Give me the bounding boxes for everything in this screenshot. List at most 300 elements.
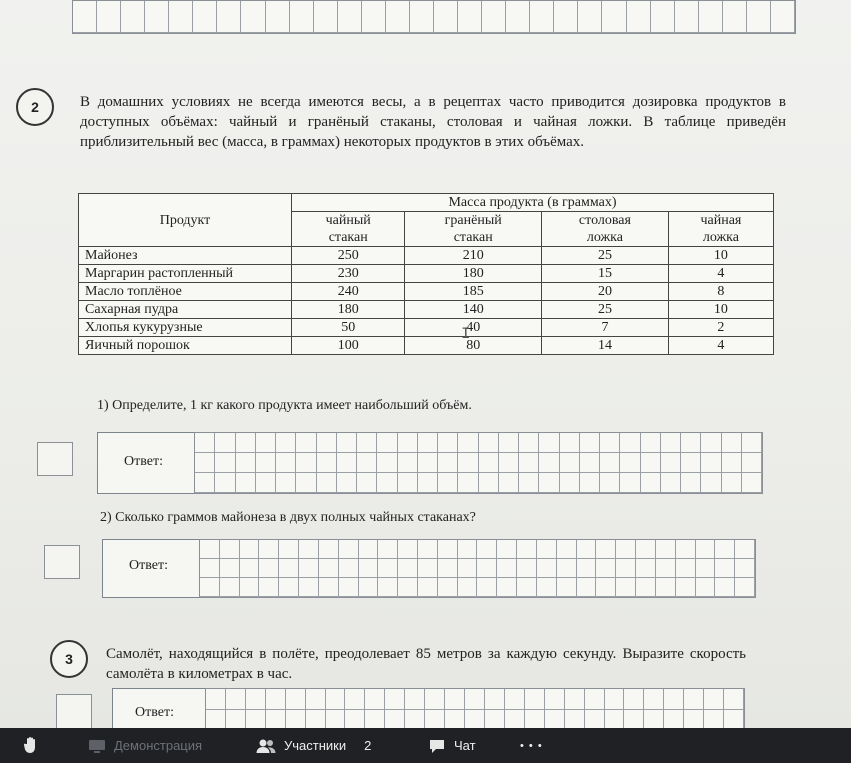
grid-cell[interactable] xyxy=(357,453,377,473)
grid-cell[interactable] xyxy=(565,710,585,731)
grid-cell[interactable] xyxy=(477,578,497,597)
grid-cell[interactable] xyxy=(206,710,226,731)
grid-cell[interactable] xyxy=(319,578,339,597)
grid-cell[interactable] xyxy=(256,433,276,453)
grid-cell[interactable] xyxy=(377,453,397,473)
grid-cell[interactable] xyxy=(438,559,458,578)
subheader-3 xyxy=(668,212,773,247)
grid-cell[interactable] xyxy=(715,540,735,559)
table-row xyxy=(79,247,774,265)
grid-cell[interactable] xyxy=(620,433,640,453)
grid-cell[interactable] xyxy=(365,689,385,710)
grid-cell[interactable] xyxy=(517,578,537,597)
more-options-button[interactable] xyxy=(520,728,543,763)
grid-cell[interactable] xyxy=(519,453,539,473)
grid-cell[interactable] xyxy=(398,433,418,453)
grid-cell[interactable] xyxy=(742,433,762,453)
grid-cell[interactable] xyxy=(259,540,279,559)
grid-cell[interactable] xyxy=(735,540,755,559)
grid-cell[interactable] xyxy=(385,710,405,731)
grid-cell[interactable] xyxy=(506,1,530,33)
grid-cell[interactable] xyxy=(236,433,256,453)
grid-cell[interactable] xyxy=(220,559,240,578)
grid-cell[interactable] xyxy=(405,689,425,710)
grid-cell[interactable] xyxy=(605,689,625,710)
grid-cell[interactable] xyxy=(735,578,755,597)
grid-cell[interactable] xyxy=(195,453,215,473)
task-number-3: 3 xyxy=(50,640,88,678)
grid-cell[interactable] xyxy=(742,453,762,473)
grid-cell[interactable] xyxy=(215,473,235,493)
answer-grid-3[interactable] xyxy=(205,688,745,731)
grid-cell[interactable] xyxy=(317,453,337,473)
grid-cell[interactable] xyxy=(577,559,597,578)
grid-cell[interactable] xyxy=(398,453,418,473)
grid-cell[interactable] xyxy=(377,473,397,493)
grid-cell[interactable] xyxy=(565,689,585,710)
mass-value: 240 xyxy=(292,283,405,301)
grid-cell[interactable] xyxy=(644,689,664,710)
grid-cell[interactable] xyxy=(485,689,505,710)
grid-cell[interactable] xyxy=(696,578,716,597)
grid-cell[interactable] xyxy=(537,559,557,578)
grid-cell[interactable] xyxy=(747,1,771,33)
grid-cell[interactable] xyxy=(585,689,605,710)
grid-cell[interactable] xyxy=(438,433,458,453)
grid-cell[interactable] xyxy=(193,1,217,33)
grid-cell[interactable] xyxy=(722,473,742,493)
grid-cell[interactable] xyxy=(314,1,338,33)
grid-cell[interactable] xyxy=(465,689,485,710)
subheader-2 xyxy=(542,212,669,247)
grid-cell[interactable] xyxy=(580,453,600,473)
grid-cell[interactable] xyxy=(445,710,465,731)
grid-cell[interactable] xyxy=(240,559,260,578)
grid-cell[interactable] xyxy=(458,559,478,578)
answer-label: Ответ: xyxy=(129,558,168,573)
grid-cell[interactable] xyxy=(701,433,721,453)
grid-cell[interactable] xyxy=(627,1,651,33)
grid-cell[interactable] xyxy=(286,710,306,731)
grid-cell[interactable] xyxy=(661,473,681,493)
grid-cell[interactable] xyxy=(477,559,497,578)
grid-cell[interactable] xyxy=(479,473,499,493)
grid-cell[interactable] xyxy=(345,689,365,710)
subheader-line: столовая xyxy=(578,213,631,228)
subheader-line: чайный xyxy=(325,213,371,228)
grid-cell[interactable] xyxy=(724,710,744,731)
grid-cell[interactable] xyxy=(73,1,97,33)
participants-button[interactable] xyxy=(256,728,371,763)
header-mass-group: Масса продукта (в граммах) xyxy=(292,194,774,212)
grid-cell[interactable] xyxy=(715,559,735,578)
grid-cell[interactable] xyxy=(505,710,525,731)
grid-cell[interactable] xyxy=(636,578,656,597)
grid-cell[interactable] xyxy=(656,540,676,559)
grid-cell[interactable] xyxy=(339,540,359,559)
grid-cell[interactable] xyxy=(217,1,241,33)
grid-cell[interactable] xyxy=(226,689,246,710)
grid-cell[interactable] xyxy=(676,540,696,559)
grid-cell[interactable] xyxy=(596,578,616,597)
grid-cell[interactable] xyxy=(438,473,458,493)
grid-cell[interactable] xyxy=(499,473,519,493)
grid-cell[interactable] xyxy=(345,710,365,731)
grid-cell[interactable] xyxy=(701,473,721,493)
grid-cell[interactable] xyxy=(722,453,742,473)
grid-cell[interactable] xyxy=(256,453,276,473)
grid-cell[interactable] xyxy=(545,710,565,731)
grid-cell[interactable] xyxy=(580,473,600,493)
task2-paragraph: В домашних условиях не всегда имеются весы, а в рецептах часто приводится дозировка продуктов в доступных объёмах: чайный и гранёный стаканы, столовая и чайная ложки. В таблице приведён приблизительный вес (масса, в граммах) некоторых продуктов в этих объёмах. xyxy=(80,94,786,150)
grid-cell[interactable] xyxy=(482,1,506,33)
grid-cell[interactable] xyxy=(585,710,605,731)
grid-cell[interactable] xyxy=(169,1,193,33)
grid-cell[interactable] xyxy=(722,433,742,453)
answer-box-1[interactable] xyxy=(97,432,762,494)
header-product: Продукт xyxy=(79,194,292,247)
grid-cell[interactable] xyxy=(605,710,625,731)
grid-cell[interactable] xyxy=(286,689,306,710)
grid-cell[interactable] xyxy=(519,473,539,493)
top-answer-grid xyxy=(72,0,796,34)
grid-cell[interactable] xyxy=(701,453,721,473)
grid-cell[interactable] xyxy=(256,473,276,493)
mass-value: 40 xyxy=(405,319,542,337)
grid-cell[interactable] xyxy=(742,473,762,493)
mass-value: 180 xyxy=(405,265,542,283)
grid-cell[interactable] xyxy=(215,433,235,453)
screen-share-label: Демонстрация xyxy=(114,738,203,753)
grid-cell[interactable] xyxy=(200,559,220,578)
mass-value: 80 xyxy=(405,337,542,355)
grid-cell[interactable] xyxy=(458,473,478,493)
grid-cell[interactable] xyxy=(479,433,499,453)
answer-box-3[interactable] xyxy=(112,688,744,730)
grid-cell[interactable] xyxy=(616,559,636,578)
people-icon xyxy=(256,738,276,754)
grid-cell[interactable] xyxy=(200,540,220,559)
grid-cell[interactable] xyxy=(771,1,795,33)
grid-cell[interactable] xyxy=(641,453,661,473)
grid-cell[interactable] xyxy=(517,559,537,578)
grid-cell[interactable] xyxy=(477,540,497,559)
grid-cell[interactable] xyxy=(681,453,701,473)
grid-cell[interactable] xyxy=(410,1,434,33)
screen-share-button[interactable] xyxy=(88,728,202,763)
grid-cell[interactable] xyxy=(458,578,478,597)
grid-cell[interactable] xyxy=(326,710,346,731)
grid-cell[interactable] xyxy=(200,578,220,597)
grid-cell[interactable] xyxy=(458,453,478,473)
grid-cell[interactable] xyxy=(359,559,379,578)
grid-cell[interactable] xyxy=(319,540,339,559)
grid-cell[interactable] xyxy=(530,1,554,33)
grid-cell[interactable] xyxy=(676,578,696,597)
grid-cell[interactable] xyxy=(539,433,559,453)
grid-cell[interactable] xyxy=(664,710,684,731)
grid-cell[interactable] xyxy=(620,473,640,493)
grid-cell[interactable] xyxy=(241,1,265,33)
grid-cell[interactable] xyxy=(418,540,438,559)
grid-cell[interactable] xyxy=(246,710,266,731)
grid-cell[interactable] xyxy=(596,559,616,578)
grid-cell[interactable] xyxy=(339,559,359,578)
grid-cell[interactable] xyxy=(385,689,405,710)
grid-cell[interactable] xyxy=(121,1,145,33)
grid-cell[interactable] xyxy=(557,540,577,559)
grid-cell[interactable] xyxy=(560,453,580,473)
grid-cell[interactable] xyxy=(296,473,316,493)
monitor-icon xyxy=(88,739,106,753)
grid-cell[interactable] xyxy=(398,540,418,559)
grid-cell[interactable] xyxy=(602,1,626,33)
grid-cell[interactable] xyxy=(539,473,559,493)
grid-cell[interactable] xyxy=(661,453,681,473)
mass-value: 50 xyxy=(292,319,405,337)
table-row xyxy=(79,301,774,319)
grid-cell[interactable] xyxy=(359,540,379,559)
answer-label: Ответ: xyxy=(124,454,163,469)
product-name: Хлопья кукурузные xyxy=(79,319,292,337)
answer-grid-2[interactable] xyxy=(199,539,756,598)
grid-cell[interactable] xyxy=(246,689,266,710)
grid-cell[interactable] xyxy=(620,453,640,473)
grid-cell[interactable] xyxy=(696,540,716,559)
grid-cell[interactable] xyxy=(220,578,240,597)
grid-cell[interactable] xyxy=(276,433,296,453)
grid-cell[interactable] xyxy=(675,1,699,33)
grid-cell[interactable] xyxy=(266,1,290,33)
grid-cell[interactable] xyxy=(359,578,379,597)
grid-cell[interactable] xyxy=(735,559,755,578)
grid-cell[interactable] xyxy=(236,453,256,473)
grid-cell[interactable] xyxy=(664,689,684,710)
score-box-1 xyxy=(37,442,73,476)
grid-cell[interactable] xyxy=(279,540,299,559)
grid-cell[interactable] xyxy=(616,578,636,597)
grid-cell[interactable] xyxy=(724,689,744,710)
grid-cell[interactable] xyxy=(337,433,357,453)
grid-cell[interactable] xyxy=(485,710,505,731)
grid-cell[interactable] xyxy=(226,710,246,731)
grid-cell[interactable] xyxy=(600,433,620,453)
grid-cell[interactable] xyxy=(398,559,418,578)
grid-cell[interactable] xyxy=(497,540,517,559)
grid-cell[interactable] xyxy=(600,453,620,473)
grid-cell[interactable] xyxy=(596,540,616,559)
chat-label: Чат xyxy=(454,738,476,753)
grid-cell[interactable] xyxy=(425,689,445,710)
grid-cell[interactable] xyxy=(266,710,286,731)
grid-cell[interactable] xyxy=(479,453,499,473)
grid-cell[interactable] xyxy=(616,540,636,559)
product-name: Сахарная пудра xyxy=(79,301,292,319)
mass-value: 7 xyxy=(542,319,669,337)
grid-cell[interactable] xyxy=(365,710,385,731)
grid-cell[interactable] xyxy=(684,689,704,710)
grid-cell[interactable] xyxy=(378,559,398,578)
grid-cell[interactable] xyxy=(656,559,676,578)
grid-cell[interactable] xyxy=(537,540,557,559)
grid-cell[interactable] xyxy=(636,540,656,559)
grid-cell[interactable] xyxy=(337,473,357,493)
grid-cell[interactable] xyxy=(699,1,723,33)
subheader-1 xyxy=(405,212,542,247)
raise-hand-icon[interactable] xyxy=(22,735,42,755)
grid-cell[interactable] xyxy=(636,559,656,578)
mass-value: 15 xyxy=(542,265,669,283)
grid-cell[interactable] xyxy=(458,540,478,559)
product-name: Маргарин растопленный xyxy=(79,265,292,283)
grid-cell[interactable] xyxy=(684,710,704,731)
grid-cell[interactable] xyxy=(418,433,438,453)
grid-cell[interactable] xyxy=(517,540,537,559)
grid-cell[interactable] xyxy=(577,540,597,559)
grid-cell[interactable] xyxy=(434,1,458,33)
grid-cell[interactable] xyxy=(338,1,362,33)
grid-cell[interactable] xyxy=(299,578,319,597)
grid-cell[interactable] xyxy=(438,578,458,597)
grid-cell[interactable] xyxy=(438,540,458,559)
grid-cell[interactable] xyxy=(326,689,346,710)
subheader-line: ложка xyxy=(702,230,739,245)
grid-cell[interactable] xyxy=(580,433,600,453)
subheader-line: чайная xyxy=(700,213,742,228)
grid-cell[interactable] xyxy=(296,433,316,453)
grid-cell[interactable] xyxy=(279,559,299,578)
grid-cell[interactable] xyxy=(425,710,445,731)
grid-cell[interactable] xyxy=(676,559,696,578)
grid-cell[interactable] xyxy=(215,453,235,473)
grid-cell[interactable] xyxy=(236,473,256,493)
grid-cell[interactable] xyxy=(319,559,339,578)
grid-cell[interactable] xyxy=(266,689,286,710)
answer-box-2[interactable] xyxy=(102,539,755,598)
grid-cell[interactable] xyxy=(276,473,296,493)
grid-cell[interactable] xyxy=(339,578,359,597)
grid-cell[interactable] xyxy=(386,1,410,33)
grid-cell[interactable] xyxy=(681,433,701,453)
grid-cell[interactable] xyxy=(195,473,215,493)
grid-cell[interactable] xyxy=(378,578,398,597)
grid-cell[interactable] xyxy=(259,559,279,578)
grid-cell[interactable] xyxy=(525,710,545,731)
grid-cell[interactable] xyxy=(458,433,478,453)
grid-cell[interactable] xyxy=(661,433,681,453)
grid-cell[interactable] xyxy=(458,1,482,33)
grid-cell[interactable] xyxy=(299,559,319,578)
grid-cell[interactable] xyxy=(578,1,602,33)
grid-cell[interactable] xyxy=(644,710,664,731)
mass-value: 10 xyxy=(668,247,773,265)
grid-cell[interactable] xyxy=(357,473,377,493)
grid-cell[interactable] xyxy=(704,689,724,710)
grid-cell[interactable] xyxy=(656,578,676,597)
grid-cell[interactable] xyxy=(279,578,299,597)
grid-cell[interactable] xyxy=(145,1,169,33)
grid-cell[interactable] xyxy=(600,473,620,493)
grid-cell[interactable] xyxy=(641,433,661,453)
grid-cell[interactable] xyxy=(259,578,279,597)
grid-cell[interactable] xyxy=(715,578,735,597)
grid-cell[interactable] xyxy=(525,689,545,710)
grid-cell[interactable] xyxy=(537,578,557,597)
grid-cell[interactable] xyxy=(499,453,519,473)
grid-cell[interactable] xyxy=(418,559,438,578)
grid-cell[interactable] xyxy=(357,433,377,453)
grid-cell[interactable] xyxy=(398,578,418,597)
grid-cell[interactable] xyxy=(206,689,226,710)
grid-cell[interactable] xyxy=(681,473,701,493)
grid-cell[interactable] xyxy=(398,473,418,493)
grid-cell[interactable] xyxy=(497,559,517,578)
grid-cell[interactable] xyxy=(299,540,319,559)
grid-cell[interactable] xyxy=(554,1,578,33)
grid-cell[interactable] xyxy=(696,559,716,578)
grid-cell[interactable] xyxy=(195,433,215,453)
grid-cell[interactable] xyxy=(405,710,425,731)
grid-cell[interactable] xyxy=(306,689,326,710)
mass-value: 100 xyxy=(292,337,405,355)
grid-cell[interactable] xyxy=(499,433,519,453)
grid-cell[interactable] xyxy=(317,473,337,493)
grid-cell[interactable] xyxy=(445,689,465,710)
grid-cell[interactable] xyxy=(290,1,314,33)
grid-cell[interactable] xyxy=(497,578,517,597)
grid-cell[interactable] xyxy=(557,559,577,578)
subheader-line: стакан xyxy=(453,230,493,245)
grid-cell[interactable] xyxy=(296,453,316,473)
product-name: Масло топлёное xyxy=(79,283,292,301)
grid-cell[interactable] xyxy=(276,453,296,473)
grid-cell[interactable] xyxy=(418,578,438,597)
grid-cell[interactable] xyxy=(306,710,326,731)
chat-button[interactable] xyxy=(428,728,476,763)
grid-cell[interactable] xyxy=(539,453,559,473)
grid-cell[interactable] xyxy=(560,433,580,453)
grid-cell[interactable] xyxy=(418,473,438,493)
grid-cell[interactable] xyxy=(317,433,337,453)
grid-cell[interactable] xyxy=(240,540,260,559)
question-1: 1) Определите, 1 кг какого продукта имеет наибольший объём. xyxy=(97,398,472,413)
grid-cell[interactable] xyxy=(560,473,580,493)
grid-cell[interactable] xyxy=(465,710,485,731)
grid-cell[interactable] xyxy=(557,578,577,597)
grid-cell[interactable] xyxy=(624,710,644,731)
grid-cell[interactable] xyxy=(723,1,747,33)
grid-cell[interactable] xyxy=(418,453,438,473)
grid-cell[interactable] xyxy=(651,1,675,33)
grid-cell[interactable] xyxy=(240,578,260,597)
grid-cell[interactable] xyxy=(362,1,386,33)
grid-cell[interactable] xyxy=(337,453,357,473)
grid-cell[interactable] xyxy=(577,578,597,597)
grid-cell[interactable] xyxy=(378,540,398,559)
mass-value: 2 xyxy=(668,319,773,337)
grid-cell[interactable] xyxy=(624,689,644,710)
grid-cell[interactable] xyxy=(220,540,240,559)
grid-cell[interactable] xyxy=(704,710,724,731)
answer-grid-1[interactable] xyxy=(194,432,763,494)
grid-cell[interactable] xyxy=(545,689,565,710)
grid-cell[interactable] xyxy=(377,433,397,453)
grid-cell[interactable] xyxy=(505,689,525,710)
grid-cell[interactable] xyxy=(641,473,661,493)
grid-cell[interactable] xyxy=(519,433,539,453)
grid-cell[interactable] xyxy=(438,453,458,473)
grid-cell[interactable] xyxy=(97,1,121,33)
